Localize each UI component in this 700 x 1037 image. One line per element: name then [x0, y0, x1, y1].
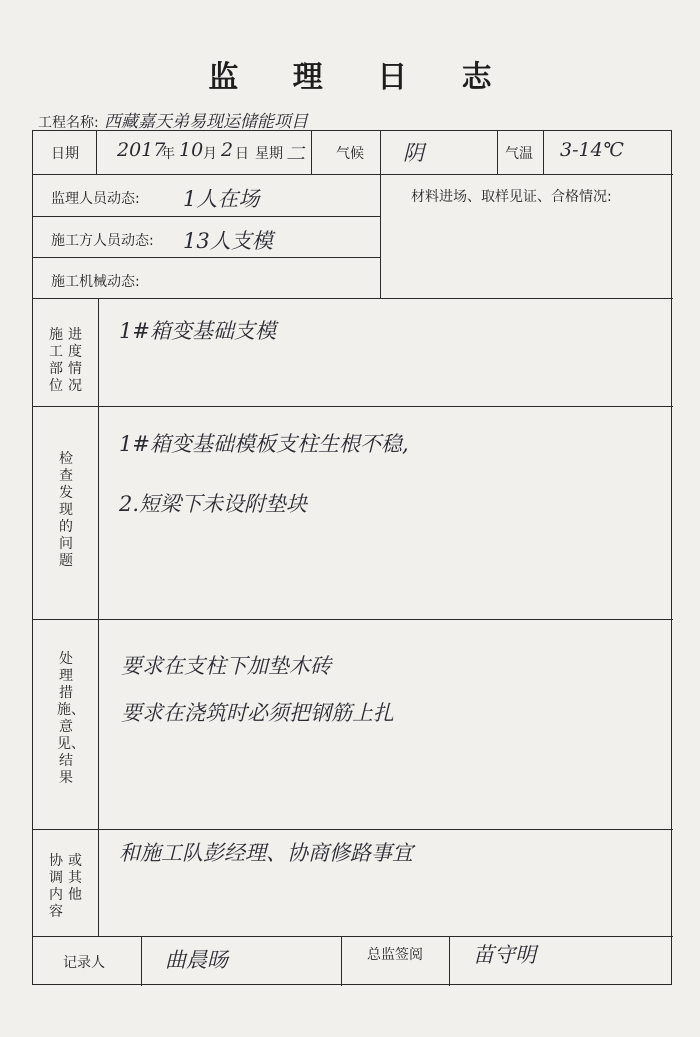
divider: [33, 174, 673, 175]
project-name-row: [38, 106, 678, 132]
divider: [33, 829, 673, 830]
project-name-value: 西藏嘉天弟易现运储能项目: [104, 112, 308, 132]
coordination-label-other: 或其他: [68, 853, 82, 903]
progress-content: 1#箱变基础支模: [119, 319, 276, 343]
measure-line-1: 要求在支柱下加垫木砖: [121, 654, 331, 678]
weekday-value: 二: [286, 143, 306, 165]
chief-signature: 苗守明: [473, 943, 536, 967]
divider: [543, 131, 544, 174]
date-month-char: 月: [203, 146, 217, 162]
contractor-value: 13人支模: [183, 229, 273, 253]
measure-line-2: 要求在浇筑时必须把钢筋上扎: [121, 701, 394, 725]
temperature-label: 气温: [505, 146, 533, 162]
supervisor-value: 1人在场: [183, 187, 260, 211]
weather-value: 阴: [403, 141, 424, 165]
divider: [33, 298, 673, 299]
weather-label: 气候: [336, 146, 364, 162]
divider: [33, 406, 673, 407]
progress-label-part: 施工部位: [49, 327, 63, 394]
measures-label: 处理措施、意见、结果: [57, 651, 85, 786]
issue-line-1: 1#箱变基础模板支柱生根不稳,: [119, 432, 409, 456]
chief-review-label: 总监签阅: [367, 947, 423, 963]
date-label: 日期: [51, 146, 79, 162]
supervisor-label: 监理人员动态:: [51, 191, 140, 207]
date-day-char: 日: [235, 146, 249, 162]
divider: [98, 298, 99, 936]
divider: [33, 257, 380, 258]
recorder-label: 记录人: [63, 955, 105, 971]
divider: [341, 936, 342, 986]
recorder-signature: 曲晨旸: [165, 948, 228, 972]
divider: [497, 131, 498, 174]
weekday-label: 星期: [255, 146, 283, 162]
temperature-value: 3-14℃: [560, 139, 624, 161]
divider: [33, 936, 673, 937]
issue-line-2: 2.短梁下未设附垫块: [119, 492, 308, 516]
coordination-label: 协调内容: [49, 853, 63, 920]
divider: [311, 131, 312, 174]
divider: [141, 936, 142, 986]
date-year-char: 年: [161, 146, 175, 162]
issues-label: 检查发现的问题: [59, 451, 73, 569]
divider: [33, 619, 673, 620]
log-form: [32, 130, 672, 985]
date-year-value: 2017: [117, 139, 166, 161]
page-title: 监 理 日 志: [208, 60, 514, 95]
materials-label: 材料进场、取样见证、合格情况:: [411, 189, 612, 205]
date-day-value: 2: [221, 139, 234, 161]
coordination-content: 和施工队彭经理、协商修路事宜: [119, 841, 413, 865]
progress-label-status: 进度情况: [68, 327, 82, 394]
divider: [33, 216, 380, 217]
date-month-value: 10: [179, 139, 204, 161]
contractor-label: 施工方人员动态:: [51, 233, 154, 249]
divider: [449, 936, 450, 986]
divider: [380, 131, 381, 298]
project-name-label: 工程名称:: [38, 115, 99, 131]
divider: [96, 131, 97, 174]
machinery-label: 施工机械动态:: [51, 274, 140, 290]
